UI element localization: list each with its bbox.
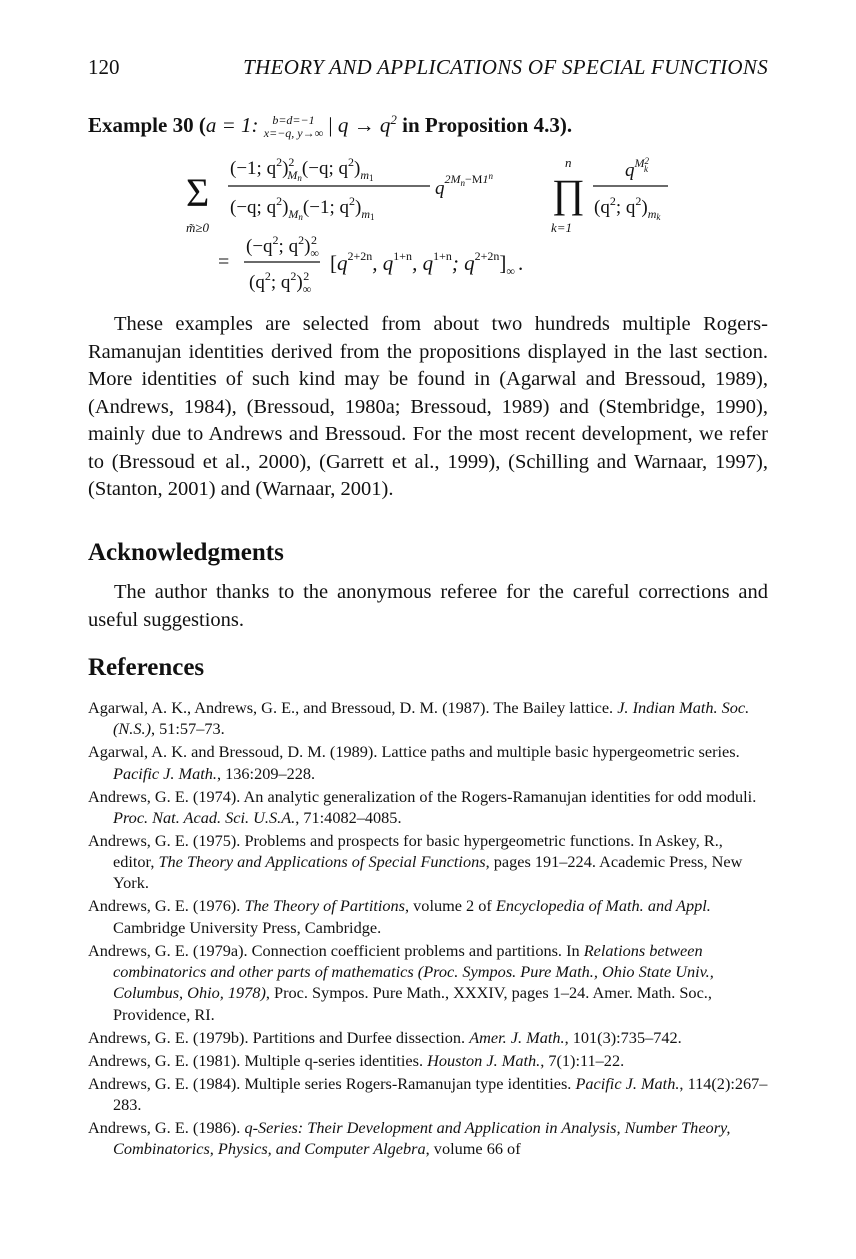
evaluation-bar: | (328, 113, 333, 137)
reference-item: Andrews, G. E. (1984). Multiple series Rogers-Ramanujan type identities. Pacific J. Math., 114(2):267–283. (88, 1073, 768, 1114)
stack-bottom: x=−q, y→∞ (263, 126, 324, 141)
sum-symbol: Σ (186, 170, 210, 215)
display-formula (0, 150, 856, 310)
page-number: 120 (88, 55, 120, 79)
equals-sign: = (218, 251, 230, 273)
example-parameter-stack (264, 114, 323, 140)
acknowledgments-text: The author thanks to the anonymous referee for the careful corrections and useful suggestions. (88, 581, 768, 631)
reference-item: Andrews, G. E. (1976). The Theory of Partitions, volume 2 of Encyclopedia of Math. and Appl. Cambridge University Press, Cambridge. (88, 896, 711, 937)
fraction1-denominator: (−q; $q^2)_Mn(-1$; $q^2)_m1$ (230, 194, 375, 222)
example-tail: in Proposition 4.3). (402, 113, 573, 137)
reference-item: Andrews, G. E. (1974). An analytic generalization of the Rogers-Ramanujan identities for odd moduli. Proc. Nat. Acad. Sci. U.S.A., 71:4082–4085. (88, 786, 757, 827)
reference-item: Andrews, G. E. (1986). q-Series: Their Development and Application in Analysis, Number Theory, Combinatorics, Physics, and Computer Algebra, volume 66 of (88, 1117, 731, 1159)
fraction3-denominator: ($q^2$; $q^2)_\infty 2$ (249, 269, 312, 296)
body-paragraph: These examples are selected from about two hundreds multiple Rogers-Ramanujan identities derived from the propositions displayed in the last section. More identities of such kind may be found in (Agarwal and Bressoud, 1989), (Andrews, 1984), (Bressoud, 1980a; Bressoud, 1989) and (Stembridge, 1990), mainly due to Andrews and Bressoud. For the most recent development, we refer to (Bressoud et al., 2000), (Garrett et al., 1999), (Schilling and Warnaar, 1997), (Stanton, 2001) and (Warnaar, 2001). (88, 313, 768, 500)
running-title: THEORY AND APPLICATIONS OF SPECIAL FUNCTIONS (243, 55, 768, 79)
fraction2-numerator: $q^M2$ k (625, 156, 649, 181)
fraction3-numerator: ($-q^2$; $q^2)_\infty 2$ (246, 233, 319, 260)
stack-top: b=d=−1 (272, 113, 315, 128)
example-substitution-exp: 2 (390, 112, 397, 127)
product-lower: k=1 (551, 220, 573, 235)
acknowledgments-heading: Acknowledgments (88, 539, 284, 566)
reference-item: Andrews, G. E. (1979b). Partitions and Durfee dissection. Amer. J. Math., 101(3):735–742. (88, 1027, 682, 1047)
reference-item: Agarwal, A. K. and Bressoud, D. M. (1989). Lattice paths and multiple basic hypergeometric series. Pacific J. Math., 136:209–228. (88, 742, 740, 783)
reference-item: Andrews, G. E. (1975). Problems and prospects for basic hypergeometric functions. In Askey, R., editor, The Theory and Applications of Special Functions, pages 191–224. Academic Press, New York. (88, 830, 743, 893)
example-substitution: q → q (337, 113, 391, 137)
running-head (88, 54, 768, 80)
example-heading (88, 100, 768, 140)
product-upper: n (565, 155, 572, 170)
example-a-eq: a = 1: (205, 113, 259, 137)
formula-line-2 (218, 233, 523, 296)
reference-item: Andrews, G. E. (1979a). Connection coefficient problems and partitions. In Relations between combinatorics and other parts of mathematics (Proc. Sympos. Pure Math., Ohio State Univ., Columbus, Ohio, 1978), Proc. Sympos. Pure Math., XXXIV, pages 1–24. Amer. Math. Soc., Providence, RI. (88, 940, 714, 1024)
example-open-paren: ( (198, 113, 206, 137)
reference-item: Andrews, G. E. (1981). Multiple q-series identities. Houston J. Math., 7(1):11–22. (88, 1050, 625, 1070)
product-symbol: ∏ (552, 171, 585, 216)
formula-line-1 (186, 155, 668, 235)
power-term: $q^{2M}n-M1^n$ (435, 171, 493, 199)
fraction2-denominator: ($q^2$; $q^2)_mk$ (594, 194, 661, 222)
example-label: Example 30 (88, 113, 194, 137)
bracket-expression: [$q^{2+2n}$, $q^{1+n}$, $q^{1+n}$; $q^{2+2n}]_\infty$ . (330, 249, 524, 278)
fraction1-numerator: (−1; $q^2)^2$ Mn(−q; $q^2)_m1$ (230, 155, 374, 183)
reference-item: Agarwal, A. K., Andrews, G. E., and Bressoud, D. M. (1987). The Bailey lattice. J. Indian Math. Soc. (N.S.), 51:57–73. (88, 698, 750, 739)
references-heading: References (88, 654, 205, 681)
reference-list (88, 697, 768, 1161)
sum-subscript: m̃≥0 (186, 220, 210, 235)
